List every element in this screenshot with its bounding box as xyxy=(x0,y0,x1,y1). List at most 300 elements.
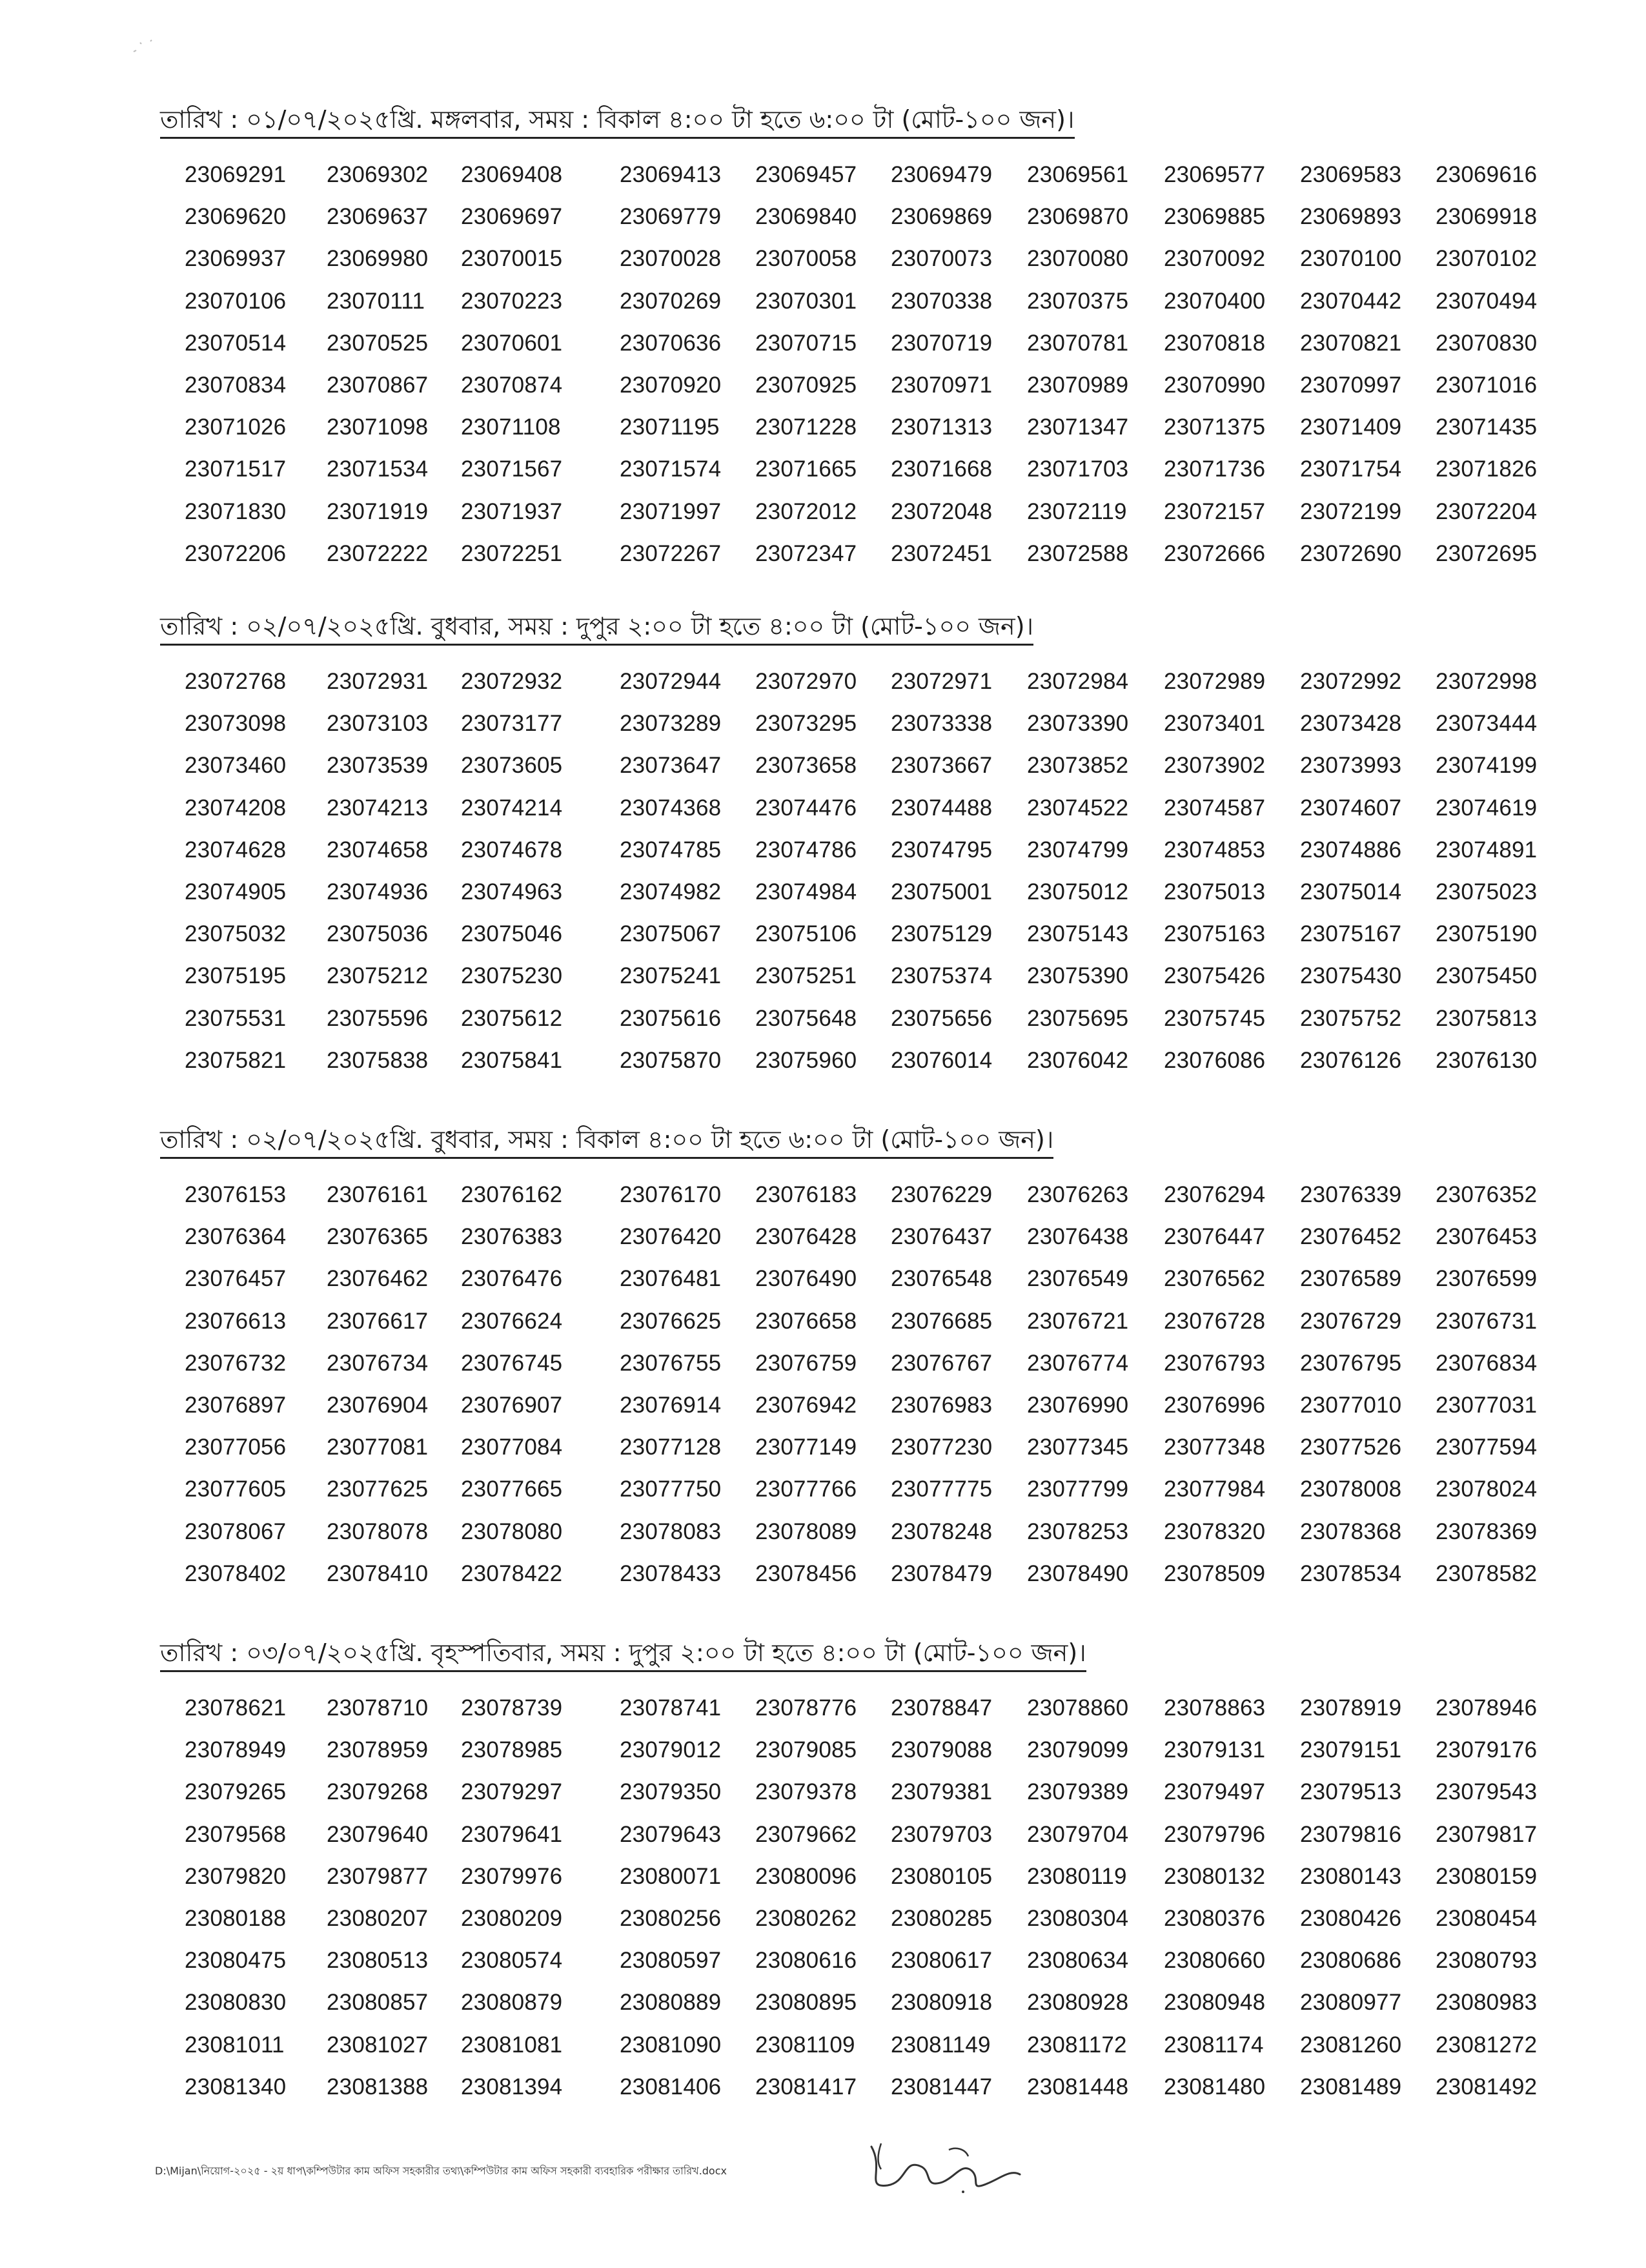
schedule-section xyxy=(160,1123,1567,1595)
roll-number-cell: 23069413 xyxy=(620,162,722,187)
roll-number-cell: 23076365 xyxy=(327,1224,429,1250)
roll-number-cell: 23071195 xyxy=(620,414,720,440)
roll-number-cell: 23073539 xyxy=(327,753,429,779)
roll-number-cell: 23080376 xyxy=(1164,1905,1266,1931)
signature-icon xyxy=(859,2130,1026,2202)
scan-mark-icon xyxy=(132,37,171,57)
roll-number-cell: 23075656 xyxy=(891,1005,993,1031)
roll-number-cell: 23076352 xyxy=(1436,1182,1538,1207)
roll-number-cell: 23073289 xyxy=(620,711,722,737)
roll-number-cell: 23078402 xyxy=(185,1560,287,1586)
roll-number-cell: 23074522 xyxy=(1027,795,1129,821)
roll-number-cell: 23080475 xyxy=(185,1948,287,1974)
roll-number-cell: 23073605 xyxy=(461,753,563,779)
roll-number-cell: 23076130 xyxy=(1436,1047,1538,1073)
roll-number-cell: 23076229 xyxy=(891,1182,993,1207)
roll-number-cell: 23080879 xyxy=(461,1990,563,2016)
roll-number-cell: 23073103 xyxy=(327,711,429,737)
roll-number-cell: 23071435 xyxy=(1436,414,1538,440)
roll-number-cell: 23071313 xyxy=(891,414,993,440)
roll-number-cell: 23076793 xyxy=(1164,1350,1266,1376)
roll-number-cell: 23078509 xyxy=(1164,1560,1266,1586)
roll-number-cell: 23071026 xyxy=(185,414,287,440)
roll-number-cell: 23081447 xyxy=(891,2074,993,2099)
roll-number-cell: 23072206 xyxy=(185,540,287,566)
roll-number-cell: 23076183 xyxy=(755,1182,857,1207)
roll-number-cell: 23070442 xyxy=(1300,288,1402,314)
roll-number-cell: 23079640 xyxy=(327,1821,429,1847)
roll-number-grid xyxy=(160,1174,1567,1595)
table-row xyxy=(160,1384,1567,1426)
roll-number-cell: 23073098 xyxy=(185,711,287,737)
roll-number-grid xyxy=(160,660,1567,1081)
roll-number-cell: 23077031 xyxy=(1436,1392,1538,1418)
roll-number-cell: 23070494 xyxy=(1436,288,1538,314)
roll-number-cell: 23078949 xyxy=(185,1737,287,1763)
roll-number-cell: 23070636 xyxy=(620,330,722,356)
roll-number-cell: 23070028 xyxy=(620,246,722,272)
table-row xyxy=(160,1687,1567,1729)
roll-number-cell: 23070015 xyxy=(461,246,563,272)
roll-number-cell: 23081090 xyxy=(620,2032,722,2058)
roll-number-cell: 23069408 xyxy=(461,162,563,187)
roll-number-cell: 23075195 xyxy=(185,963,287,989)
roll-number-cell: 23072690 xyxy=(1300,540,1402,566)
table-row xyxy=(160,744,1567,786)
roll-number-cell: 23076457 xyxy=(185,1266,287,1292)
roll-number-cell: 23069457 xyxy=(755,162,857,187)
roll-number-cell: 23078067 xyxy=(185,1518,287,1544)
roll-number-cell: 23071997 xyxy=(620,498,722,524)
roll-number-cell: 23077766 xyxy=(755,1476,857,1502)
roll-number-cell: 23070375 xyxy=(1027,288,1129,314)
roll-number-cell: 23079297 xyxy=(461,1779,563,1805)
table-row xyxy=(160,1981,1567,2023)
table-row xyxy=(160,702,1567,744)
roll-number-cell: 23080426 xyxy=(1300,1905,1402,1931)
roll-number-cell: 23078534 xyxy=(1300,1560,1402,1586)
roll-number-cell: 23079568 xyxy=(185,1821,287,1847)
roll-number-cell: 23075001 xyxy=(891,879,993,904)
roll-number-cell: 23078739 xyxy=(461,1695,563,1721)
roll-number-cell: 23072157 xyxy=(1164,498,1266,524)
roll-number-cell: 23071517 xyxy=(185,456,287,482)
roll-number-cell: 23079497 xyxy=(1164,1779,1266,1805)
roll-number-cell: 23072666 xyxy=(1164,540,1266,566)
roll-number-cell: 23075426 xyxy=(1164,963,1266,989)
roll-number-cell: 23079543 xyxy=(1436,1779,1538,1805)
roll-number-cell: 23081174 xyxy=(1164,2032,1264,2058)
roll-number-cell: 23077594 xyxy=(1436,1435,1538,1460)
roll-number-cell: 23076907 xyxy=(461,1392,563,1418)
roll-number-cell: 23079877 xyxy=(327,1863,429,1889)
roll-number-cell: 23070400 xyxy=(1164,288,1266,314)
roll-number-cell: 23076685 xyxy=(891,1308,993,1334)
roll-number-cell: 23071937 xyxy=(461,498,563,524)
roll-number-cell: 23071375 xyxy=(1164,414,1266,440)
roll-number-cell: 23076728 xyxy=(1164,1308,1266,1334)
roll-number-cell: 23076548 xyxy=(891,1266,993,1292)
roll-number-cell: 23072451 xyxy=(891,540,993,566)
roll-number-cell: 23076014 xyxy=(891,1047,993,1073)
roll-number-cell: 23071919 xyxy=(327,498,429,524)
roll-number-cell: 23081489 xyxy=(1300,2074,1402,2099)
roll-number-cell: 23078008 xyxy=(1300,1476,1402,1502)
roll-number-cell: 23075695 xyxy=(1027,1005,1129,1031)
roll-number-cell: 23081027 xyxy=(327,2032,429,2058)
table-row xyxy=(160,280,1567,322)
roll-number-cell: 23078847 xyxy=(891,1695,993,1721)
roll-number-cell: 23081417 xyxy=(755,2074,857,2099)
roll-number-cell: 23080830 xyxy=(185,1990,287,2016)
roll-number-cell: 23080285 xyxy=(891,1905,993,1931)
roll-number-cell: 23075390 xyxy=(1027,963,1129,989)
roll-number-cell: 23081011 xyxy=(185,2032,285,2058)
table-row xyxy=(160,1897,1567,1939)
roll-number-cell: 23080119 xyxy=(1027,1863,1127,1889)
roll-number-cell: 23076453 xyxy=(1436,1224,1538,1250)
roll-number-cell: 23080454 xyxy=(1436,1905,1538,1931)
roll-number-cell: 23078369 xyxy=(1436,1518,1538,1544)
roll-number-cell: 23069779 xyxy=(620,204,722,230)
roll-number-cell: 23079151 xyxy=(1300,1737,1402,1763)
roll-number-cell: 23081272 xyxy=(1436,2032,1538,2058)
roll-number-cell: 23072588 xyxy=(1027,540,1129,566)
roll-number-cell: 23072199 xyxy=(1300,498,1402,524)
roll-number-cell: 23071409 xyxy=(1300,414,1402,440)
roll-number-cell: 23076731 xyxy=(1436,1308,1538,1334)
roll-number-cell: 23075648 xyxy=(755,1005,857,1031)
roll-number-cell: 23069583 xyxy=(1300,162,1402,187)
roll-number-cell: 23075450 xyxy=(1436,963,1538,989)
roll-number-cell: 23075014 xyxy=(1300,879,1402,904)
roll-number-cell: 23078710 xyxy=(327,1695,429,1721)
roll-number-cell: 23072119 xyxy=(1027,498,1127,524)
roll-number-cell: 23072048 xyxy=(891,498,993,524)
table-row xyxy=(160,1553,1567,1595)
table-row xyxy=(160,196,1567,238)
roll-number-cell: 23070818 xyxy=(1164,330,1266,356)
roll-number-cell: 23069302 xyxy=(327,162,429,187)
roll-number-cell: 23078422 xyxy=(461,1560,563,1586)
roll-number-cell: 23070100 xyxy=(1300,246,1402,272)
roll-number-cell: 23076437 xyxy=(891,1224,993,1250)
table-row xyxy=(160,533,1567,575)
roll-number-cell: 23080159 xyxy=(1436,1863,1538,1889)
roll-number-cell: 23078320 xyxy=(1164,1518,1266,1544)
roll-number-cell: 23074213 xyxy=(327,795,429,821)
section-heading: তারিখ : ০২/০৭/২০২৫খ্রি. বুধবার, সময় : দুপুর ২:০০ টা হতে ৪:০০ টা (মোট-১০০ জন)। xyxy=(160,610,1033,646)
roll-number-cell: 23080948 xyxy=(1164,1990,1266,2016)
roll-number-cell: 23079012 xyxy=(620,1737,722,1763)
roll-number-cell: 23076462 xyxy=(327,1266,429,1292)
roll-number-cell: 23070080 xyxy=(1027,246,1129,272)
roll-number-cell: 23070092 xyxy=(1164,246,1266,272)
roll-number-cell: 23076364 xyxy=(185,1224,287,1250)
roll-number-cell: 23074799 xyxy=(1027,837,1129,863)
roll-number-cell: 23070971 xyxy=(891,372,993,398)
roll-number-cell: 23078959 xyxy=(327,1737,429,1763)
roll-number-cell: 23080617 xyxy=(891,1948,993,1974)
roll-number-cell: 23072347 xyxy=(755,540,857,566)
section-heading: তারিখ : ০৩/০৭/২০২৫খ্রি. বৃহস্পতিবার, সময় : দুপুর ২:০০ টা হতে ৪:০০ টা (মোট-১০০ জন)। xyxy=(160,1637,1086,1672)
table-row xyxy=(160,154,1567,196)
roll-number-cell: 23079131 xyxy=(1164,1737,1266,1763)
roll-number-cell: 23077625 xyxy=(327,1476,429,1502)
roll-number-cell: 23080304 xyxy=(1027,1905,1129,1931)
roll-number-cell: 23075821 xyxy=(185,1047,287,1073)
roll-number-cell: 23076990 xyxy=(1027,1392,1129,1418)
roll-number-cell: 23069869 xyxy=(891,204,993,230)
table-row xyxy=(160,913,1567,955)
roll-number-cell: 23074984 xyxy=(755,879,857,904)
roll-number-cell: 23081260 xyxy=(1300,2032,1402,2058)
roll-number-cell: 23074936 xyxy=(327,879,429,904)
roll-number-cell: 23077149 xyxy=(755,1435,857,1460)
roll-number-cell: 23075167 xyxy=(1300,921,1402,947)
roll-number-cell: 23078080 xyxy=(461,1518,563,1544)
roll-number-cell: 23081172 xyxy=(1027,2032,1127,2058)
roll-number-cell: 23079817 xyxy=(1436,1821,1538,1847)
roll-number-cell: 23077799 xyxy=(1027,1476,1129,1502)
roll-number-cell: 23080143 xyxy=(1300,1863,1402,1889)
roll-number-cell: 23070269 xyxy=(620,288,722,314)
roll-number-cell: 23076562 xyxy=(1164,1266,1266,1292)
roll-number-cell: 23073852 xyxy=(1027,753,1129,779)
roll-number-cell: 23079378 xyxy=(755,1779,857,1805)
roll-number-cell: 23075870 xyxy=(620,1047,722,1073)
table-row xyxy=(160,1216,1567,1258)
roll-number-cell: 23074208 xyxy=(185,795,287,821)
roll-number-cell: 23080574 xyxy=(461,1948,563,1974)
roll-number-cell: 23075143 xyxy=(1027,921,1129,947)
roll-number-cell: 23080660 xyxy=(1164,1948,1266,1974)
roll-number-cell: 23075163 xyxy=(1164,921,1266,947)
roll-number-cell: 23079704 xyxy=(1027,1821,1129,1847)
table-row xyxy=(160,1813,1567,1855)
roll-number-cell: 23075752 xyxy=(1300,1005,1402,1031)
roll-number-cell: 23077526 xyxy=(1300,1435,1402,1460)
roll-number-cell: 23074786 xyxy=(755,837,857,863)
roll-number-cell: 23078368 xyxy=(1300,1518,1402,1544)
roll-number-cell: 23080895 xyxy=(755,1990,857,2016)
roll-number-cell: 23074905 xyxy=(185,879,287,904)
roll-number-cell: 23073295 xyxy=(755,711,857,737)
roll-number-cell: 23076549 xyxy=(1027,1266,1129,1292)
roll-number-cell: 23081149 xyxy=(891,2032,991,2058)
roll-number-cell: 23075374 xyxy=(891,963,993,989)
roll-number-cell: 23078985 xyxy=(461,1737,563,1763)
roll-number-cell: 23070514 xyxy=(185,330,287,356)
schedule-section xyxy=(160,610,1567,1081)
roll-number-cell: 23071534 xyxy=(327,456,429,482)
roll-number-cell: 23074587 xyxy=(1164,795,1266,821)
roll-number-cell: 23072992 xyxy=(1300,669,1402,694)
roll-number-cell: 23076161 xyxy=(327,1182,429,1207)
roll-number-cell: 23081480 xyxy=(1164,2074,1266,2099)
table-row xyxy=(160,406,1567,448)
roll-number-cell: 23078433 xyxy=(620,1560,722,1586)
roll-number-cell: 23070989 xyxy=(1027,372,1129,398)
roll-number-cell: 23071347 xyxy=(1027,414,1129,440)
roll-number-cell: 23080132 xyxy=(1164,1863,1266,1889)
roll-number-cell: 23072251 xyxy=(461,540,563,566)
roll-number-cell: 23075531 xyxy=(185,1005,287,1031)
roll-number-cell: 23080793 xyxy=(1436,1948,1538,1974)
roll-number-cell: 23072695 xyxy=(1436,540,1538,566)
roll-number-cell: 23078919 xyxy=(1300,1695,1402,1721)
roll-number-cell: 23078741 xyxy=(620,1695,722,1721)
roll-number-cell: 23078410 xyxy=(327,1560,429,1586)
roll-number-cell: 23078456 xyxy=(755,1560,857,1586)
roll-number-cell: 23076897 xyxy=(185,1392,287,1418)
roll-number-cell: 23070058 xyxy=(755,246,857,272)
roll-number-cell: 23073993 xyxy=(1300,753,1402,779)
roll-number-cell: 23078621 xyxy=(185,1695,287,1721)
roll-number-cell: 23076162 xyxy=(461,1182,563,1207)
roll-number-cell: 23073647 xyxy=(620,753,722,779)
roll-number-cell: 23074963 xyxy=(461,879,563,904)
roll-number-cell: 23079513 xyxy=(1300,1779,1402,1805)
roll-number-cell: 23074785 xyxy=(620,837,722,863)
roll-number-cell: 23071703 xyxy=(1027,456,1129,482)
roll-number-cell: 23079265 xyxy=(185,1779,287,1805)
roll-number-cell: 23079085 xyxy=(755,1737,857,1763)
roll-number-cell: 23074982 xyxy=(620,879,722,904)
roll-number-cell: 23070821 xyxy=(1300,330,1402,356)
roll-number-cell: 23076339 xyxy=(1300,1182,1402,1207)
table-row xyxy=(160,1300,1567,1342)
roll-number-cell: 23071736 xyxy=(1164,456,1266,482)
roll-number-cell: 23076729 xyxy=(1300,1308,1402,1334)
table-row xyxy=(160,1771,1567,1813)
roll-number-cell: 23076086 xyxy=(1164,1047,1266,1073)
schedule-section xyxy=(160,103,1567,575)
roll-number-cell: 23076834 xyxy=(1436,1350,1538,1376)
roll-number-grid xyxy=(160,1687,1567,2108)
roll-number-cell: 23073444 xyxy=(1436,711,1538,737)
roll-number-cell: 23079389 xyxy=(1027,1779,1129,1805)
roll-number-cell: 23078863 xyxy=(1164,1695,1266,1721)
roll-number-cell: 23072222 xyxy=(327,540,429,566)
roll-number-cell: 23078078 xyxy=(327,1518,429,1544)
roll-number-cell: 23076428 xyxy=(755,1224,857,1250)
roll-number-cell: 23076914 xyxy=(620,1392,722,1418)
roll-number-cell: 23075013 xyxy=(1164,879,1266,904)
roll-number-cell: 23081109 xyxy=(755,2032,855,2058)
roll-number-cell: 23076263 xyxy=(1027,1182,1129,1207)
roll-number-cell: 23078024 xyxy=(1436,1476,1538,1502)
roll-number-cell: 23080597 xyxy=(620,1948,722,1974)
roll-number-cell: 23070781 xyxy=(1027,330,1129,356)
table-row xyxy=(160,2066,1567,2108)
footer-file-path: D:\Mijan\নিয়োগ-২০২৫ - ২য় ধাপ\কম্পিউটার কাম অফিস সহকারীর তথ্য\কম্পিউটার কাম অফিস সহকারী ব্যবহারিক পরীক্ষার তারিখ.docx xyxy=(155,2165,727,2177)
roll-number-cell: 23077230 xyxy=(891,1435,993,1460)
roll-number-cell: 23074678 xyxy=(461,837,563,863)
roll-number-cell: 23077605 xyxy=(185,1476,287,1502)
roll-number-cell: 23071668 xyxy=(891,456,993,482)
roll-number-cell: 23077665 xyxy=(461,1476,563,1502)
roll-number-cell: 23080207 xyxy=(327,1905,429,1931)
roll-number-cell: 23079662 xyxy=(755,1821,857,1847)
roll-number-cell: 23076624 xyxy=(461,1308,563,1334)
table-row xyxy=(160,871,1567,913)
table-row xyxy=(160,364,1567,406)
roll-number-cell: 23081406 xyxy=(620,2074,722,2099)
roll-number-cell: 23076658 xyxy=(755,1308,857,1334)
roll-number-cell: 23076126 xyxy=(1300,1047,1402,1073)
roll-number-cell: 23078490 xyxy=(1027,1560,1129,1586)
roll-number-cell: 23069620 xyxy=(185,204,287,230)
table-row xyxy=(160,1468,1567,1510)
roll-number-cell: 23070719 xyxy=(891,330,993,356)
roll-number-cell: 23078582 xyxy=(1436,1560,1538,1586)
roll-number-cell: 23071098 xyxy=(327,414,429,440)
roll-number-cell: 23075841 xyxy=(461,1047,563,1073)
roll-number-cell: 23072998 xyxy=(1436,669,1538,694)
roll-number-cell: 23070073 xyxy=(891,246,993,272)
table-row xyxy=(160,829,1567,871)
roll-number-cell: 23074199 xyxy=(1436,753,1538,779)
roll-number-cell: 23080983 xyxy=(1436,1990,1538,2016)
roll-number-cell: 23069291 xyxy=(185,162,287,187)
roll-number-cell: 23069561 xyxy=(1027,162,1129,187)
roll-number-cell: 23072989 xyxy=(1164,669,1266,694)
table-row xyxy=(160,787,1567,829)
roll-number-cell: 23081340 xyxy=(185,2074,287,2099)
table-row xyxy=(160,997,1567,1039)
table-row xyxy=(160,1039,1567,1081)
section-heading: তারিখ : ০২/০৭/২০২৫খ্রি. বুধবার, সময় : বিকাল ৪:০০ টা হতে ৬:০০ টা (মোট-১০০ জন)। xyxy=(160,1123,1053,1159)
roll-number-cell: 23078089 xyxy=(755,1518,857,1544)
roll-number-cell: 23074488 xyxy=(891,795,993,821)
roll-number-cell: 23079099 xyxy=(1027,1737,1129,1763)
roll-number-cell: 23074368 xyxy=(620,795,722,821)
table-row xyxy=(160,2024,1567,2066)
roll-number-cell: 23075616 xyxy=(620,1005,722,1031)
roll-number-cell: 23079643 xyxy=(620,1821,722,1847)
roll-number-cell: 23073390 xyxy=(1027,711,1129,737)
roll-number-cell: 23069479 xyxy=(891,162,993,187)
roll-number-cell: 23076589 xyxy=(1300,1266,1402,1292)
roll-number-cell: 23079641 xyxy=(461,1821,563,1847)
table-row xyxy=(160,491,1567,533)
roll-number-cell: 23069840 xyxy=(755,204,857,230)
roll-number-cell: 23080105 xyxy=(891,1863,993,1889)
table-row xyxy=(160,1342,1567,1384)
roll-number-cell: 23074476 xyxy=(755,795,857,821)
roll-number-cell: 23074214 xyxy=(461,795,563,821)
roll-number-cell: 23069637 xyxy=(327,204,429,230)
roll-number-cell: 23073177 xyxy=(461,711,563,737)
roll-number-cell: 23076153 xyxy=(185,1182,287,1207)
table-row xyxy=(160,1174,1567,1216)
roll-number-cell: 23074628 xyxy=(185,837,287,863)
roll-number-cell: 23076732 xyxy=(185,1350,287,1376)
roll-number-cell: 23069918 xyxy=(1436,204,1538,230)
roll-number-cell: 23078479 xyxy=(891,1560,993,1586)
roll-number-cell: 23080256 xyxy=(620,1905,722,1931)
roll-number-cell: 23079176 xyxy=(1436,1737,1538,1763)
roll-number-cell: 23072267 xyxy=(620,540,722,566)
roll-number-cell: 23080928 xyxy=(1027,1990,1129,2016)
roll-number-cell: 23076745 xyxy=(461,1350,563,1376)
roll-number-cell: 23077750 xyxy=(620,1476,722,1502)
roll-number-cell: 23077084 xyxy=(461,1435,563,1460)
roll-number-cell: 23076481 xyxy=(620,1266,722,1292)
roll-number-cell: 23072768 xyxy=(185,669,287,694)
roll-number-cell: 23075251 xyxy=(755,963,857,989)
